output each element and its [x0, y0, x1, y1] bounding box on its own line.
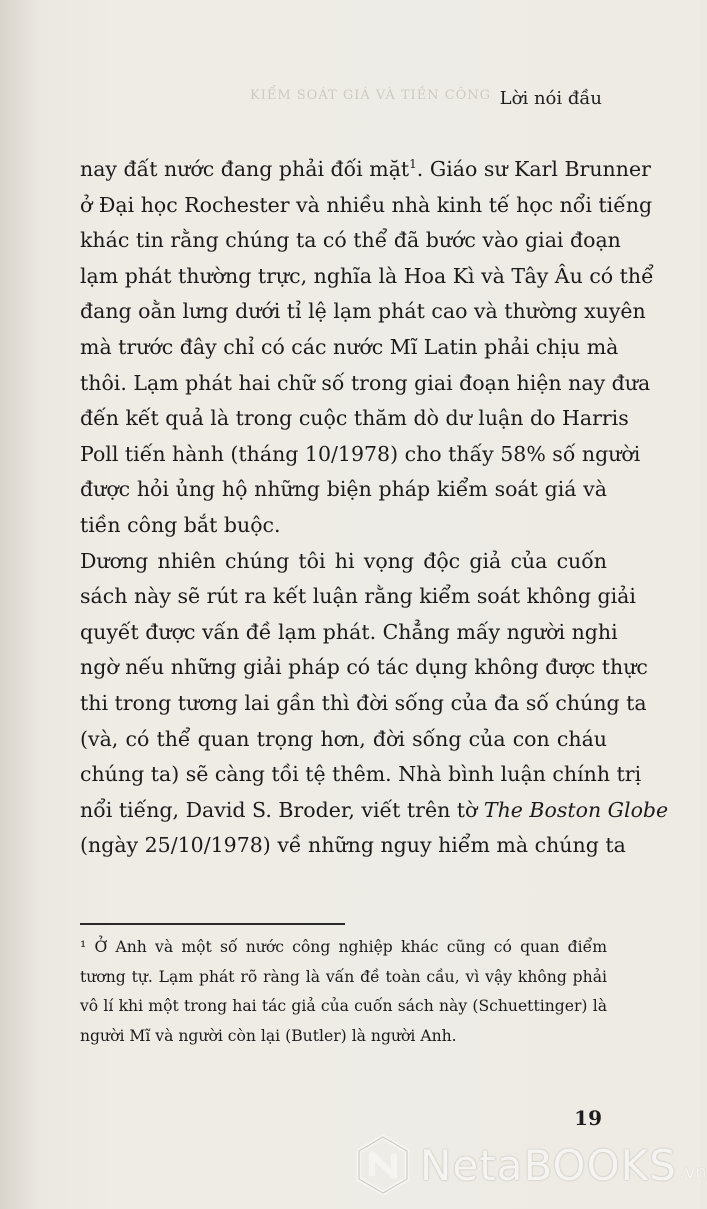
body-line: đang oằn lưng dưới tỉ lệ lạm phát cao và thường xuyên: [80, 299, 646, 324]
body-line: tiền công bắt buộc.: [80, 512, 281, 537]
bleed-through-header: KIỂM SOÁT GIÁ VÀ TIỀN CÔNG: [250, 88, 492, 103]
footnote-line: người Mĩ và người còn lại (Butler) là người Anh.: [80, 1026, 457, 1045]
watermark: [352, 1130, 707, 1200]
body-line: thi trong tương lai gần thì đời sống của đa số chúng ta: [80, 690, 647, 715]
footnote-divider: [80, 923, 345, 925]
footnote-line: vô lí khi một trong hai tác giả của cuốn sách này (Schuettinger) là: [80, 997, 607, 1015]
body-line: đến kết quả là trong cuộc thăm dò dư luận do Harris: [80, 406, 629, 431]
watermark-brand: NetaBOOKS: [420, 1140, 677, 1190]
footnote: [80, 933, 607, 1051]
body-line: mà trước đây chỉ có các nước Mĩ Latin phải chịu mà: [80, 334, 619, 359]
body-line: ngờ nếu những giải pháp có tác dụng không được thực: [80, 655, 648, 680]
body-line: nổi tiếng, David S. Broder, viết trên tờ The Boston Globe: [80, 797, 669, 822]
body-line: (ngày 25/10/1978) về những nguy hiểm mà chúng ta: [80, 833, 626, 858]
body-line: được hỏi ủng hộ những biện pháp kiểm soát giá và: [80, 477, 607, 502]
running-head: Lời nói đầu: [499, 88, 602, 109]
body-line: quyết được vấn đề lạm phát. Chẳng mấy người nghi: [80, 619, 618, 644]
body-line: lạm phát thường trực, nghĩa là Hoa Kì và Tây Âu có thể: [80, 263, 654, 288]
body-line: chúng ta) sẽ càng tồi tệ thêm. Nhà bình luận chính trị: [80, 762, 642, 787]
body-line: Poll tiến hành (tháng 10/1978) cho thấy 58% số người: [80, 441, 641, 466]
body-line: (và, có thể quan trọng hơn, đời sống của con cháu: [80, 726, 607, 751]
body-line: Dương nhiên chúng tôi hi vọng độc giả của cuốn: [80, 548, 607, 573]
netabooks-logo-icon: [352, 1134, 414, 1196]
body-text: [80, 152, 669, 864]
body-line: khác tin rằng chúng ta có thể đã bước vào giai đoạn: [80, 228, 621, 253]
body-line: nay đất nước đang phải đối mặt$^1$. Giáo sư Karl Brunner: [80, 157, 651, 181]
page-number: 19: [574, 1106, 602, 1130]
footnote-line: tương tự. Lạm phát rõ ràng là vấn đề toàn cầu, vì vậy không phải: [80, 967, 607, 986]
body-line: thôi. Lạm phát hai chữ số trong giai đoạn hiện nay đưa: [80, 370, 651, 395]
footnote-line: ¹ Ở Anh và một số nước công nghiệp khác cũng có quan điểm: [80, 938, 607, 956]
body-line: ở Đại học Rochester và nhiều nhà kinh tế học nổi tiếng: [80, 192, 653, 217]
newspaper-title: The Boston Globe: [483, 797, 669, 822]
footnote-marker: 1: [409, 157, 417, 172]
watermark-suffix: .vn: [678, 1161, 707, 1183]
body-line: sách này sẽ rút ra kết luận rằng kiểm soát không giải: [80, 584, 636, 609]
